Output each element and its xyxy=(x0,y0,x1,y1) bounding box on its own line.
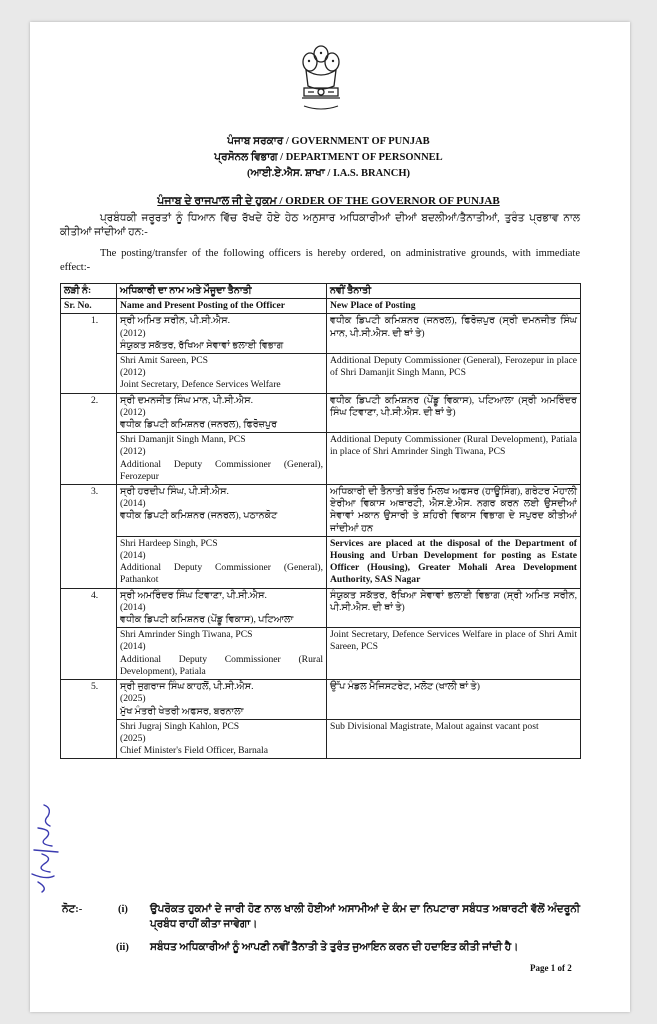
table-header-punjabi xyxy=(61,284,581,299)
officer-name-punjabi: ਸ੍ਰੀ ਅਮਿਤ ਸਰੀਨ, ਪੀ.ਸੀ.ਐਸ. xyxy=(120,315,230,327)
officer-name-punjabi: ਸ੍ਰੀ ਅਮਰਿੰਦਰ ਸਿੰਘ ਟਿਵਾਣਾ, ਪੀ.ਸੀ.ਐਸ. xyxy=(120,589,267,601)
new-post-english: Services are placed at the disposal of the Department of Housing and Urban Development for posting as Estate Officer (Housing), Greater Mohali Area Development Authority, SAS Nagar xyxy=(327,536,581,588)
officer-batch-english: (2012) xyxy=(120,367,146,379)
officer-post-english: Joint Secretary, Defence Services Welfare xyxy=(120,379,281,391)
officer-name-punjabi: ਸ੍ਰੀ ਹਰਦੀਪ ਸਿੰਘ, ਪੀ.ਸੀ.ਐਸ. xyxy=(120,486,229,498)
note-2-number: (ii) xyxy=(116,942,129,953)
officer-english xyxy=(117,354,327,394)
officer-post-english: Additional Deputy Commissioner (General), Pathankot xyxy=(120,562,323,586)
posting-table xyxy=(60,283,581,759)
officer-batch-english: (2012) xyxy=(120,446,146,458)
new-post-english: Joint Secretary, Defence Services Welfare in place of Shri Amit Sareen, PCS xyxy=(327,628,581,680)
table-row xyxy=(61,628,581,680)
table-row xyxy=(61,393,581,433)
officer-punjabi xyxy=(117,314,327,354)
officer-post-english: Chief Minister's Field Officer, Barnala xyxy=(120,745,268,757)
officer-name-punjabi: ਸ੍ਰੀ ਜੁਗਰਾਜ ਸਿੰਘ ਕਾਹਲੋਂ, ਪੀ.ਸੀ.ਐਸ. xyxy=(120,681,254,693)
new-post-punjabi: ਅਧਿਕਾਰੀ ਦੀ ਤੈਨਾਤੀ ਬਤੌਰ ਮਿਲਖ ਅਫਸਰ (ਹਾਊਸਿੰਗ), ਗਰੇਟਰ ਮੋਹਾਲੀ ਏਰੀਆ ਵਿਕਾਸ ਅਥਾਰਟੀ, ਐਸ.ਏ.ਐਸ. ਨਗਰ ਕਰਨ ਲਈ ਉਸਦੀਆਂ ਸੇਵਾਵਾਂ ਮਕਾਨ ਉਸਾਰੀ ਤੇ ਸ਼ਹਿਰੀ ਵਿਕਾਸ ਵਿਭਾਗ ਦੇ ਸਪੁਰਦ ਕੀਤੀਆਂ ਜਾਂਦੀਆਂ ਹਨ xyxy=(327,485,581,537)
new-post-punjabi: ਵਧੀਕ ਡਿਪਟੀ ਕਮਿਸ਼ਨਰ (ਪੇਂਡੂ ਵਿਕਾਸ), ਪਟਿਆਲਾ (ਸ੍ਰੀ ਅਮਰਿੰਦਰ ਸਿੰਘ ਟਿਵਾਣਾ, ਪੀ.ਸੀ.ਐਸ. ਦੀ ਥਾਂ ਤੇ) xyxy=(327,393,581,433)
officer-batch-punjabi: (2012) xyxy=(120,327,146,339)
officer-name-english: Shri Amit Sareen, PCS xyxy=(120,355,208,367)
table-row xyxy=(61,536,581,588)
page-number: Page 1 of 2 xyxy=(530,963,572,973)
officer-punjabi xyxy=(117,680,327,720)
new-post-punjabi: ਵਧੀਕ ਡਿਪਟੀ ਕਮਿਸ਼ਨਰ (ਜਨਰਲ), ਫਿਰੋਜ਼ਪੁਰ (ਸ੍ਰੀ ਦਮਨਜੀਤ ਸਿੰਘ ਮਾਨ, ਪੀ.ਸੀ.ਐਸ. ਦੀ ਥਾਂ ਤੇ) xyxy=(327,314,581,354)
new-post-english: Additional Deputy Commissioner (Rural Development), Patiala in place of Shri Amrinder Singh Tiwana, PCS xyxy=(327,433,581,485)
table-row xyxy=(61,680,581,720)
officer-batch-english: (2014) xyxy=(120,550,146,562)
officer-batch-english: (2014) xyxy=(120,641,146,653)
officer-english xyxy=(117,628,327,680)
serial-number: 5. xyxy=(61,680,117,759)
officer-punjabi xyxy=(117,588,327,628)
officer-batch-punjabi: (2014) xyxy=(120,498,146,510)
officer-name-punjabi: ਸ੍ਰੀ ਦਮਨਜੀਤ ਸਿੰਘ ਮਾਨ, ਪੀ.ਸੀ.ਐਸ. xyxy=(120,394,253,406)
officer-english xyxy=(117,433,327,485)
order-title: ਪੰਜਾਬ ਦੇ ਰਾਜਪਾਲ ਜੀ ਦੇ ਹੁਕਮ / ORDER OF THE GOVERNOR OF PUNJAB xyxy=(157,195,500,207)
table-row xyxy=(61,354,581,394)
officer-post-punjabi: ਵਧੀਕ ਡਿਪਟੀ ਕਮਿਸ਼ਨਰ (ਪੇਂਡੂ ਵਿਕਾਸ), ਪਟਿਆਲਾ xyxy=(120,614,294,626)
new-post-english: Additional Deputy Commissioner (General), Ferozepur in place of Shri Damanjit Singh Mann, PCS xyxy=(327,354,581,394)
officer-name-english: Shri Hardeep Singh, PCS xyxy=(120,537,218,549)
serial-number: 2. xyxy=(61,393,117,484)
officer-name-english: Shri Jugraj Singh Kahlon, PCS xyxy=(120,720,240,732)
table-row xyxy=(61,433,581,485)
table-row xyxy=(61,588,581,628)
new-post-english: Sub Divisional Magistrate, Malout against vacant post xyxy=(327,719,581,759)
officer-punjabi xyxy=(117,485,327,537)
officer-post-punjabi: ਸੰਯੁਕਤ ਸਕੱਤਰ, ਰੱਖਿਆ ਸੇਵਾਵਾਂ ਭਲਾਈ ਵਿਭਾਗ xyxy=(120,339,284,351)
table-row xyxy=(61,719,581,759)
note-1-text: ਉਪਰੋਕਤ ਹੁਕਮਾਂ ਦੇ ਜਾਰੀ ਹੋਣ ਨਾਲ ਖਾਲੀ ਹੋਈਆਂ ਅਸਾਮੀਆਂ ਦੇ ਕੰਮ ਦਾ ਨਿਪਟਾਰਾ ਸਬੰਧਤ ਅਥਾਰਟੀ ਵੱਲੋਂ ਅੰਦਰੂਨੀ ਪ੍ਰਬੰਧ ਰਾਹੀਂ ਕੀਤਾ ਜਾਵੇਗਾ। xyxy=(150,904,580,930)
officer-batch-english: (2025) xyxy=(120,732,146,744)
state-emblem-icon xyxy=(290,40,352,120)
header-line-3: (ਆਈ.ਏ.ਐਸ. ਸ਼ਾਖਾ / I.A.S. BRANCH) xyxy=(247,168,410,179)
header-new-post-punjabi: ਨਵੀਂ ਤੈਨਾਤੀ xyxy=(327,284,581,299)
header-line-2: ਪ੍ਰਸੋਨਲ ਵਿਭਾਗ / DEPARTMENT OF PERSONNEL xyxy=(214,152,443,163)
new-post-punjabi: ਸੰਯੁਕਤ ਸਕੱਤਰ, ਰੱਖਿਆ ਸੇਵਾਵਾਂ ਭਲਾਈ ਵਿਭਾਗ (ਸ੍ਰੀ ਅਮਿਤ ਸਰੀਨ, ਪੀ.ਸੀ.ਐਸ. ਦੀ ਥਾਂ ਤੇ) xyxy=(327,588,581,628)
officer-post-punjabi: ਵਧੀਕ ਡਿਪਟੀ ਕਮਿਸ਼ਨਰ (ਜਨਰਲ), ਫਿਰੋਜ਼ਪੁਰ xyxy=(120,419,278,431)
officer-punjabi xyxy=(117,393,327,433)
officer-post-english: Additional Deputy Commissioner (General), Ferozepur xyxy=(120,458,323,482)
officer-english xyxy=(117,719,327,759)
officer-english xyxy=(117,536,327,588)
header-sr-punjabi: ਲੜੀ ਨੰ: xyxy=(61,284,117,299)
header-sr-english: Sr. No. xyxy=(61,299,117,314)
header-line-1: ਪੰਜਾਬ ਸਰਕਾਰ / GOVERNMENT OF PUNJAB xyxy=(227,136,430,147)
intro-punjabi: ਪ੍ਰਬੰਧਕੀ ਜਰੂਰਤਾਂ ਨੂੰ ਧਿਆਨ ਵਿੱਚ ਰੱਖਦੇ ਹੋਏ ਹੇਠ ਅਨੁਸਾਰ ਅਧਿਕਾਰੀਆਂ ਦੀਆਂ ਬਦਲੀਆਂ/ਤੈਨਾਤੀਆਂ, ਤੁਰੰਤ ਪ੍ਰਭਾਵ ਨਾਲ ਕੀਤੀਆਂ ਜਾਂਦੀਆਂ ਹਨ:- xyxy=(60,213,580,238)
header-officer-punjabi: ਅਧਿਕਾਰੀ ਦਾ ਨਾਮ ਅਤੇ ਮੌਜੂਦਾ ਤੈਨਾਤੀ xyxy=(117,284,327,299)
officer-batch-punjabi: (2014) xyxy=(120,601,146,613)
officer-batch-punjabi: (2012) xyxy=(120,406,146,418)
table-row xyxy=(61,485,581,537)
table-header-english xyxy=(61,299,581,314)
serial-number: 1. xyxy=(61,314,117,393)
new-post-punjabi: ਉੱਪ ਮੰਡਲ ਮੈਜਿਸਟਰੇਟ, ਮਲੋਟ (ਖਾਲੀ ਥਾਂ ਤੇ) xyxy=(327,680,581,720)
officer-post-punjabi: ਵਧੀਕ ਡਿਪਟੀ ਕਮਿਸ਼ਨਰ (ਜਨਰਲ), ਪਠਾਨਕੋਟ xyxy=(120,510,278,522)
table-row xyxy=(61,314,581,354)
note-2-text: ਸਬੰਧਤ ਅਧਿਕਾਰੀਆਂ ਨੂੰ ਆਪਣੀ ਨਵੀਂ ਤੈਨਾਤੀ ਤੇ ਤੁਰੰਤ ਜੁਆਇਨ ਕਰਨ ਦੀ ਹਦਾਇਤ ਕੀਤੀ ਜਾਂਦੀ ਹੈ। xyxy=(150,942,519,953)
serial-number: 4. xyxy=(61,588,117,679)
officer-post-punjabi: ਮੁੱਖ ਮੰਤਰੀ ਖੇਤਰੀ ਅਫਸਰ, ਬਰਨਾਲਾ xyxy=(120,705,244,717)
officer-batch-punjabi: (2025) xyxy=(120,693,146,705)
officer-name-english: Shri Amrinder Singh Tiwana, PCS xyxy=(120,629,253,641)
intro-english: The posting/transfer of the following officers is hereby ordered, on administrative grounds, with immediate effect:- xyxy=(60,248,580,273)
officer-name-english: Shri Damanjit Singh Mann, PCS xyxy=(120,434,246,446)
handwritten-signature xyxy=(24,800,66,895)
header-officer-english: Name and Present Posting of the Officer xyxy=(117,299,327,314)
note-label: ਨੋਟ:- xyxy=(62,904,83,915)
serial-number: 3. xyxy=(61,485,117,589)
officer-post-english: Additional Deputy Commissioner (Rural Development), Patiala xyxy=(120,653,323,677)
header-new-post-english: New Place of Posting xyxy=(327,299,581,314)
note-1-number: (i) xyxy=(118,904,128,915)
